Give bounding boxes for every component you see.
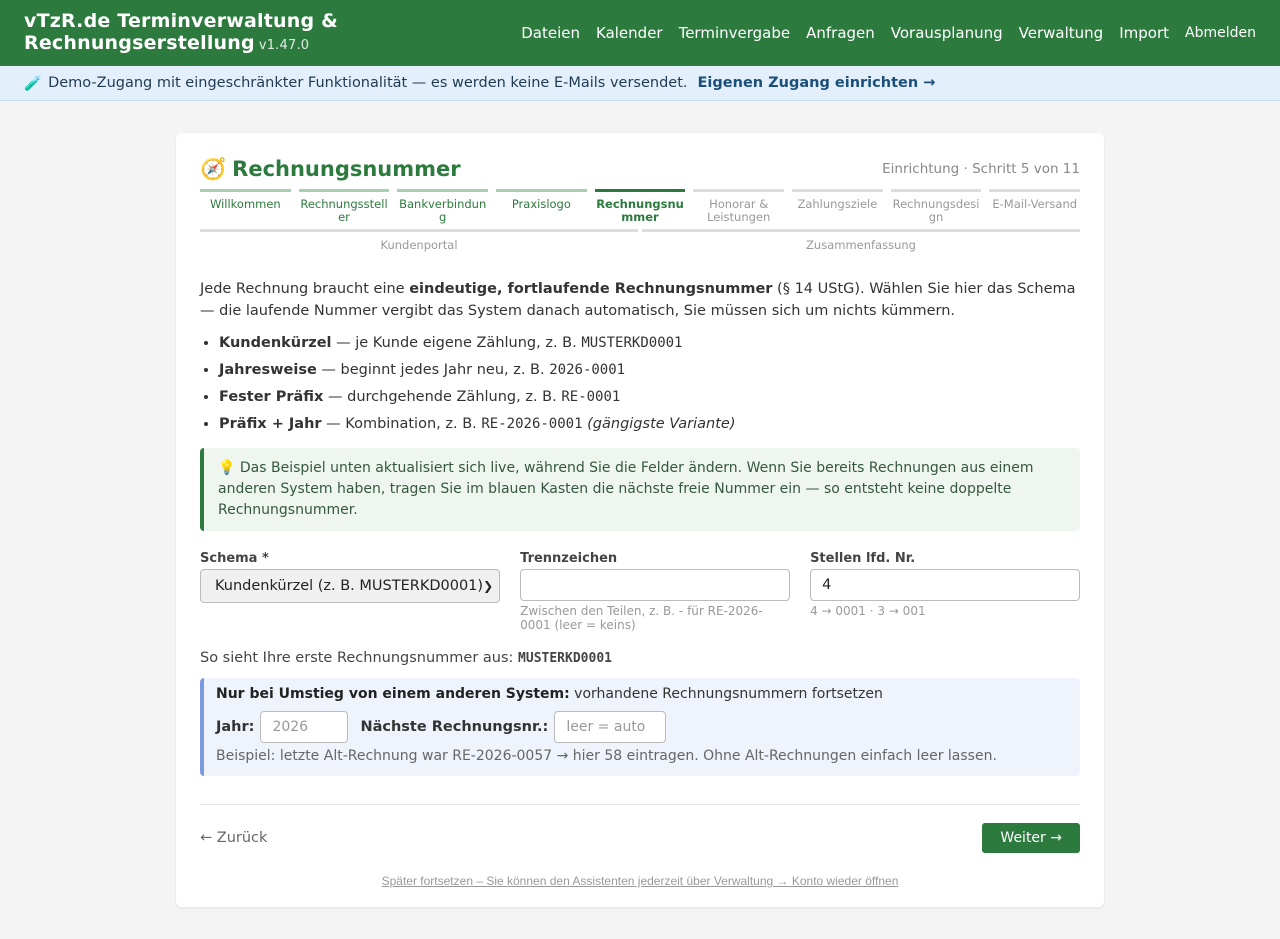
demo-banner: [0, 66, 1280, 101]
next-button[interactable]: Weiter →: [982, 823, 1080, 853]
year-input[interactable]: 2026: [260, 711, 348, 743]
step-rechnungsnummer[interactable]: Rechnungsnummer: [595, 189, 686, 229]
flask-icon: 🧪: [24, 75, 43, 92]
wizard-card: [176, 133, 1104, 907]
scheme-name: Jahresweise: [219, 362, 317, 378]
preview-label: So sieht Ihre erste Rechnungsnummer aus:: [200, 650, 519, 666]
scheme-example: MUSTERKD0001: [581, 335, 683, 351]
app-version: v1.47.0: [258, 37, 310, 53]
lightbulb-icon: 💡: [218, 460, 236, 476]
main-nav: [505, 24, 1256, 42]
scheme-example: 2026-0001: [549, 362, 626, 378]
nav-import[interactable]: Import: [1119, 24, 1170, 42]
wizard-steps-row2: [200, 229, 1080, 252]
step-info: Einrichtung · Schritt 5 von 11: [882, 161, 1080, 177]
back-button[interactable]: ← Zurück: [200, 830, 268, 846]
intro-post: (§ 14 UStG). Wählen Sie hier das Schema — die laufende Nummer vergibt das System danach automatisch, Sie müssen sich um nichts kümmern.: [200, 281, 1076, 319]
setup-account-link[interactable]: Eigenen Zugang einrichten →: [697, 75, 936, 91]
step-honorar[interactable]: Honorar & Leistungen: [693, 189, 784, 229]
tip-text: Das Beispiel unten aktualisiert sich live, während Sie die Felder ändern. Wenn Sie bereits Rechnungen aus einem anderen System haben, tragen Sie im blauen Kasten die nächste freie Nummer ein — so entsteht keine doppelte Rechnungsnummer.: [218, 460, 1034, 518]
step-email-versand[interactable]: E-Mail-Versand: [989, 189, 1080, 229]
nav-kalender[interactable]: Kalender: [596, 24, 663, 42]
list-item: [219, 384, 1080, 411]
nav-terminvergabe[interactable]: Terminvergabe: [678, 24, 791, 42]
separator-input[interactable]: [520, 569, 790, 601]
scheme-example: RE-2026-0001: [481, 416, 583, 432]
step-kundenportal[interactable]: Kundenportal: [200, 229, 638, 252]
digits-input[interactable]: 4: [810, 569, 1080, 601]
demo-text: Demo-Zugang mit eingeschränkter Funktionalität — es werden keine E-Mails versendet.: [48, 75, 688, 91]
schema-select[interactable]: [200, 569, 500, 603]
step-praxislogo[interactable]: Praxislogo: [496, 189, 587, 229]
scheme-name: Kundenkürzel: [219, 335, 332, 351]
list-item: [219, 357, 1080, 384]
preview-value: MUSTERKD0001: [518, 651, 612, 666]
schema-value: Kundenkürzel (z. B. MUSTERKD0001): [215, 578, 484, 594]
step-zahlungsziele[interactable]: Zahlungsziele: [792, 189, 883, 229]
migration-example: Beispiel: letzte Alt-Rechnung war RE-2026-0057 → hier 58 eintragen. Ohne Alt-Rechnungen einfach leer lassen.: [216, 748, 997, 764]
step-bankverbindung[interactable]: Bankverbindung: [397, 189, 488, 229]
intro-bold: eindeutige, fortlaufende Rechnungsnummer: [409, 281, 773, 297]
migration-title-rest: vorhandene Rechnungsnummern fortsetzen: [569, 686, 883, 702]
step-willkommen[interactable]: Willkommen: [200, 189, 291, 229]
scheme-list: [200, 330, 1080, 438]
app-title: [24, 10, 338, 57]
scheme-name: Präfix + Jahr: [219, 416, 322, 432]
next-number-input[interactable]: leer = auto: [554, 711, 666, 743]
scheme-name: Fester Präfix: [219, 389, 324, 405]
nav-verwaltung[interactable]: Verwaltung: [1018, 24, 1104, 42]
nav-anfragen[interactable]: Anfragen: [806, 24, 875, 42]
year-label: Jahr:: [216, 719, 255, 735]
continue-later-link[interactable]: Später fortsetzen – Sie können den Assistenten jederzeit über Verwaltung → Konto wieder öffnen: [381, 874, 899, 888]
separator-hint: Zwischen den Teilen, z. B. - für RE-2026-0001 (leer = keins): [520, 604, 763, 632]
wizard-steps: [200, 189, 1080, 229]
nav-dateien[interactable]: Dateien: [521, 24, 580, 42]
logout-button[interactable]: Abmelden: [1185, 25, 1256, 41]
step-zusammenfassung[interactable]: Zusammenfassung: [642, 229, 1080, 252]
list-item: [219, 411, 1080, 438]
chevron-down-icon: ❯: [483, 579, 494, 593]
digits-hint: 4 → 0001 · 3 → 001: [810, 604, 926, 618]
page-title: [200, 157, 461, 182]
live-tip-box: [200, 448, 1080, 531]
schema-label: Schema *: [200, 551, 269, 566]
next-number-label: Nächste Rechnungsnr.:: [360, 719, 549, 735]
migration-box: [200, 678, 1080, 776]
app-title-line1: vTzR.de Terminverwaltung &: [24, 9, 338, 32]
page-title-text: Rechnungsnummer: [232, 157, 461, 181]
scheme-desc: — Kombination, z. B.: [321, 416, 482, 432]
intro-text: [200, 278, 1080, 322]
intro-pre: Jede Rechnung braucht eine: [200, 281, 410, 297]
scheme-note: (gängigste Variante): [582, 416, 736, 432]
top-bar: [0, 0, 1280, 66]
nav-vorausplanung[interactable]: Vorausplanung: [890, 24, 1003, 42]
step-rechnungsdesign[interactable]: Rechnungsdesign: [891, 189, 982, 229]
app-title-line2: Rechnungserstellung: [24, 31, 255, 54]
number-format-fields: [200, 551, 1080, 632]
migration-title: [216, 686, 1068, 702]
scheme-example: RE-0001: [561, 389, 621, 405]
compass-icon: 🧭: [200, 156, 227, 181]
scheme-desc: — durchgehende Zählung, z. B.: [323, 389, 562, 405]
digits-label: Stellen lfd. Nr.: [810, 551, 916, 566]
step-rechnungssteller[interactable]: Rechnungssteller: [299, 189, 390, 229]
scheme-desc: — je Kunde eigene Zählung, z. B.: [331, 335, 582, 351]
number-preview: [200, 650, 1080, 666]
separator-label: Trennzeichen: [520, 551, 618, 566]
divider: [200, 804, 1080, 805]
list-item: [219, 330, 1080, 357]
scheme-desc: — beginnt jedes Jahr neu, z. B.: [316, 362, 550, 378]
migration-title-bold: Nur bei Umstieg von einem anderen System:: [216, 686, 570, 702]
